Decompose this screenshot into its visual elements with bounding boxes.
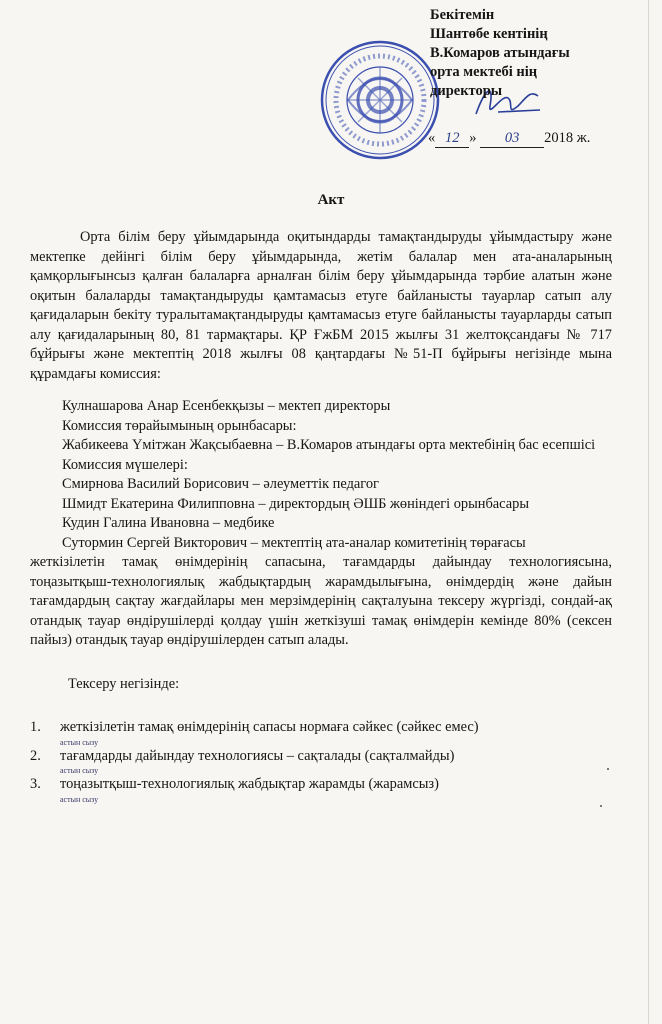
date-quote-close: » bbox=[469, 130, 477, 146]
approval-line: Бекітемін bbox=[430, 7, 495, 23]
item-text: жеткізілетін тамақ өнімдерінің сапасы нормаға сәйкес (сәйкес емес) bbox=[60, 719, 479, 735]
item-number: 1. bbox=[30, 719, 41, 735]
member-1: Смирнова Василий Борисович – әлеуметтік педагог bbox=[62, 476, 379, 492]
official-seal bbox=[318, 38, 442, 162]
item-number: 2. bbox=[30, 747, 41, 764]
scan-speck bbox=[607, 768, 609, 770]
members-label: Комиссия мүшелері: bbox=[62, 456, 188, 473]
intro-paragraph: Орта білім беру ұйымдарында оқитындарды тамақтандыруды ұйымдастыру және мектепке дейінгі білім беру ұйымдарында, жетім балалар мен ата-аналарының қамқорлығынсыз қалған балаларға арналған білім беру ұйымдарында тәрбие алатын және оқитын балаларды тамақтандыруды қамтамасыз етуге байланысты тауарлар сатып алу қағидаларын бекіту туралытамақтандыруды қамтамасыз етуге байланысты тауарларды сатып алу қағидаларының 80, 81 тармақтары. ҚР ҒжБМ 2015 жылғы 31 желтоқсандағы № 717 бұйрығы және мектептің 2018 жылғы 08 қаңтардағы №51-П бұйрығы негізінде мына құрамдағы комиссия: bbox=[30, 229, 612, 382]
document-title: Акт bbox=[317, 192, 345, 208]
document-body bbox=[30, 228, 612, 804]
check-item bbox=[30, 718, 612, 747]
item-text: тағамдарды дайындау технологиясы – сақталады (сақталмайды) bbox=[60, 747, 455, 764]
approval-date bbox=[428, 130, 590, 148]
item-text: тоңазытқыш-технологиялық жабдықтар жарамды (жарамсыз) bbox=[60, 776, 439, 792]
mission-paragraph: жеткізілетін тамақ өнімдерінің сапасына, тағамдарды дайындау технологиясына, тоңазытқыш-технологиялық жабдықтардың жарамдылығына, өнімдердің және дайын тағамдардың сақтау жағдайлары мен мерзімдерінің сақталуына тексеру жүргізді, сондай-ақ отандық тауар өндірушілерді қолдау үшін жеткізуші тамақ өнімдерін кемінде 80% (сексен пайыз) отандық тауар өндірушілерден сатып алады. bbox=[30, 554, 612, 648]
approval-line: В.Комаров атындағы bbox=[430, 45, 570, 61]
date-quote-open: « bbox=[428, 130, 436, 146]
check-list bbox=[30, 718, 612, 804]
scan-edge bbox=[648, 0, 649, 1024]
check-item bbox=[30, 747, 612, 776]
underline-note: астын сызу bbox=[60, 766, 99, 775]
basis-heading: Тексеру негізінде: bbox=[68, 675, 180, 692]
member-4: Сутормин Сергей Викторович – мектептің ата-аналар комитетінің төрағасы bbox=[62, 534, 526, 551]
member-chair: Кулнашарова Анар Есенбекқызы – мектеп директоры bbox=[62, 398, 391, 414]
member-3: Кудин Галина Ивановна – медбике bbox=[62, 515, 275, 531]
underline-note: астын сызу bbox=[60, 794, 99, 804]
scan-speck bbox=[600, 805, 602, 807]
item-number: 3. bbox=[30, 776, 41, 792]
date-month: 03 bbox=[480, 130, 544, 148]
approval-line: Шантөбе кентінің bbox=[430, 26, 548, 42]
member-2: Шмидт Екатерина Филипповна – директордың ӘШБ жөніндегі орынбасары bbox=[62, 495, 529, 512]
date-day: 12 bbox=[435, 130, 469, 148]
member-deputy: Жабикеева Үмітжан Жақсыбаевна – В.Комаров атындағы орта мектебінің бас есепшісі bbox=[62, 437, 596, 453]
approval-block bbox=[430, 6, 570, 101]
underline-note: астын сызу bbox=[60, 737, 99, 747]
deputy-label: Комиссия төрайымының орынбасары: bbox=[62, 417, 297, 434]
date-year: 2018 ж. bbox=[544, 130, 591, 146]
approval-line: директоры bbox=[430, 83, 503, 99]
check-item bbox=[30, 775, 612, 804]
approval-line: орта мектебі нің bbox=[430, 64, 538, 80]
